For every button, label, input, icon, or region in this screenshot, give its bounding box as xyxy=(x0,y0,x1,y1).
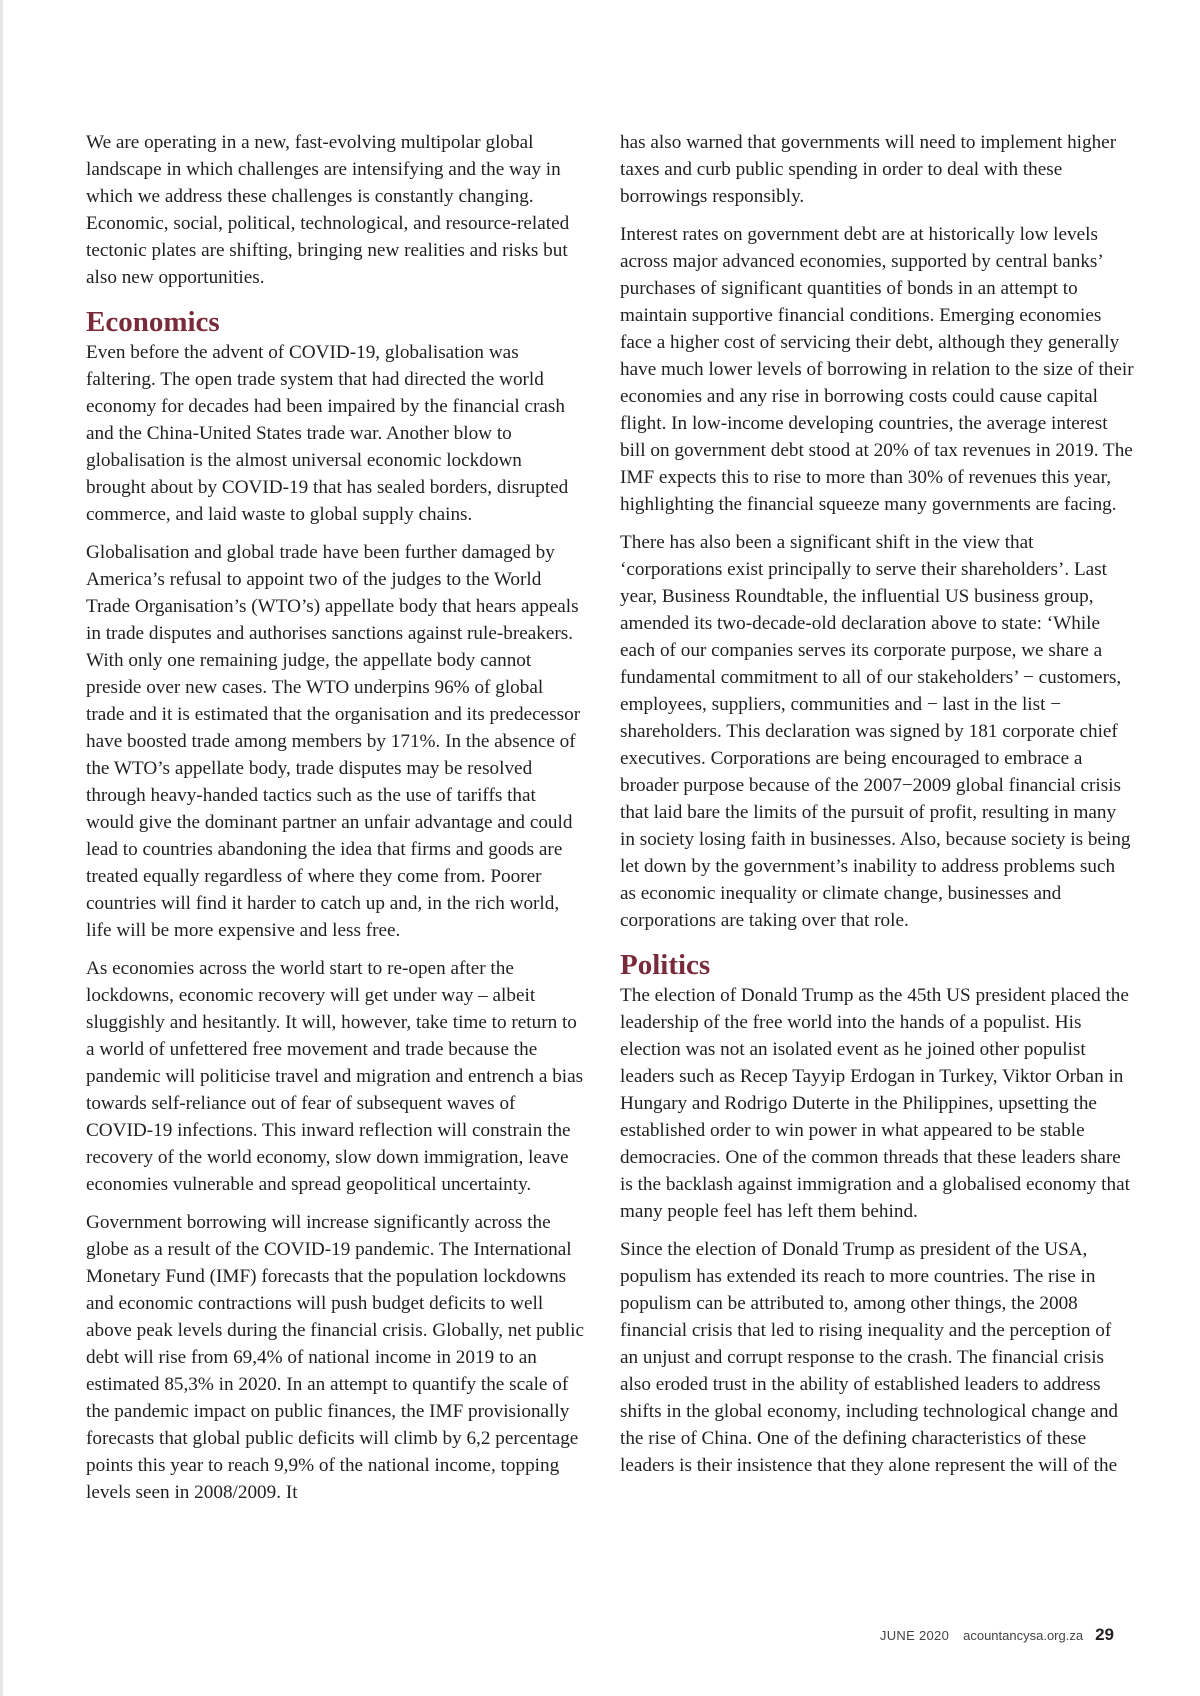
economics-paragraph-6: Interest rates on government debt are at historically low levels across major advanced economies, supported by central banks’ purchases of significant quantities of bonds in an attempt to maintain supportive financial conditions. Emerging economies face a higher cost of servicing their debt, although they generally have much lower levels of borrowing in relation to the size of their economies and any rise in borrowing costs could cause capital flight. In low-income developing countries, the average interest bill on government debt stood at 20% of tax revenues in 2019. The IMF expects this to rise to more than 30% of revenues this year, highlighting the financial squeeze many governments are facing. xyxy=(620,224,1134,515)
economics-paragraph-3: As economies across the world start to re-open after the lockdowns, economic recovery will get under way – albeit sluggishly and hesitantly. It will, however, take time to return to a world of unfettered free movement and trade because the pandemic will politicise travel and migration and entrench a bias towards self-reliance out of fear of subsequent waves of COVID-19 infections. This inward reflection will constrain the recovery of the world economy, slow down immigration, leave economies vulnerable and spread geopolitical uncertainty. xyxy=(86,958,584,1195)
website-url: acountancysa.org.za xyxy=(963,1628,1084,1643)
issue-date: JUNE 2020 xyxy=(879,1628,950,1643)
economics-paragraph-5: has also warned that governments will need to implement higher taxes and curb public spending in order to deal with these borrowings responsibly. xyxy=(620,132,1117,207)
economics-paragraph-1: Even before the advent of COVID-19, globalisation was faltering. The open trade system that had directed the world economy for decades had been impaired by the financial crash and the China-United States trade war. Another blow to globalisation is the almost universal economic lockdown brought about by COVID-19 that has sealed borders, disrupted commerce, and laid waste to global supply chains. xyxy=(86,342,569,525)
left-column xyxy=(86,129,586,1517)
right-column xyxy=(620,129,1134,1490)
economics-paragraph-2: Globalisation and global trade have been further damaged by America’s refusal to appoint two of the judges to the World Trade Organisation’s (WTO’s) appellate body that hears appeals in trade disputes and authorises sanctions against rule-breakers. With only one remaining judge, the appellate body cannot preside over new cases. The WTO underpins 96% of global trade and it is estimated that the organisation and its predecessor have boosted trade among members by 171%. In the absence of the WTO’s appellate body, trade disputes may be resolved through heavy-handed tactics such as the use of tariffs that would give the dominant partner an unfair advantage and could lead to countries abandoning the idea that firms and goods are treated equally regardless of where they come from. Poorer countries will find it harder to catch up and, in the rich world, life will be more expensive and less free. xyxy=(86,542,581,941)
politics-heading: Politics xyxy=(620,949,711,981)
politics-paragraph-1: The election of Donald Trump as the 45th US president placed the leadership of the free world into the hands of a populist. His election was not an isolated event as he joined other populist leaders such as Recep Tayyip Erdogan in Turkey, Viktor Orban in Hungary and Rodrigo Duterte in the Philippines, upsetting the established order to win power in what appeared to be stable democracies. One of the common threads that these leaders share is the backlash against immigration and a globalised economy that many people feel has left them behind. xyxy=(620,985,1130,1222)
politics-paragraph-2: Since the election of Donald Trump as president of the USA, populism has extended its reach to more countries. The rise in populism can be attributed to, among other things, the 2008 financial crisis that led to rising inequality and the perception of an unjust and corrupt response to the crash. The financial crisis also eroded trust in the ability of established leaders to address shifts in the global economy, including technological change and the rise of China. One of the defining characteristics of these leaders is their insistence that they alone represent the will of the xyxy=(620,1239,1119,1476)
economics-paragraph-4: Government borrowing will increase significantly across the globe as a result of the COVID-19 pandemic. The International Monetary Fund (IMF) forecasts that the population lockdowns and economic contractions will push budget deficits to well above peak levels during the financial crisis. Globally, net public debt will rise from 69,4% of national income in 2019 to an estimated 85,3% in 2020. In an attempt to quantify the scale of the pandemic impact on public finances, the IMF provisionally forecasts that global public deficits will climb by 6,2 percentage points this year to reach 9,9% of the national income, topping levels seen in 2008/2009. It xyxy=(86,1212,585,1503)
economics-heading: Economics xyxy=(86,306,220,338)
page-footer xyxy=(880,1625,1114,1645)
page-number: 29 xyxy=(1095,1625,1114,1644)
page-edge xyxy=(0,0,3,1696)
intro-paragraph: We are operating in a new, fast-evolving multipolar global landscape in which challenges are intensifying and the way in which we address these challenges is constantly changing. Economic, social, political, technological, and resource-related tectonic plates are shifting, bringing new realities and risks but also new opportunities. xyxy=(86,132,570,288)
economics-paragraph-7: There has also been a significant shift in the view that ‘corporations exist principally to serve their shareholders’. Last year, Business Roundtable, the influential US business group, amended its two-decade-old declaration above to state: ‘While each of our companies serves its corporate purpose, we share a fundamental commitment to all of our stakeholders’ − customers, employees, suppliers, communities and − last in the list − shareholders. This declaration was signed by 181 corporate chief executives. Corporations are being encouraged to embrace a broader purpose because of the 2007−2009 global financial crisis that laid bare the limits of the pursuit of profit, resulting in many in society losing faith in businesses. Also, because society is being let down by the government’s inability to address problems such as economic inequality or climate change, businesses and corporations are taking over that role. xyxy=(620,532,1131,931)
